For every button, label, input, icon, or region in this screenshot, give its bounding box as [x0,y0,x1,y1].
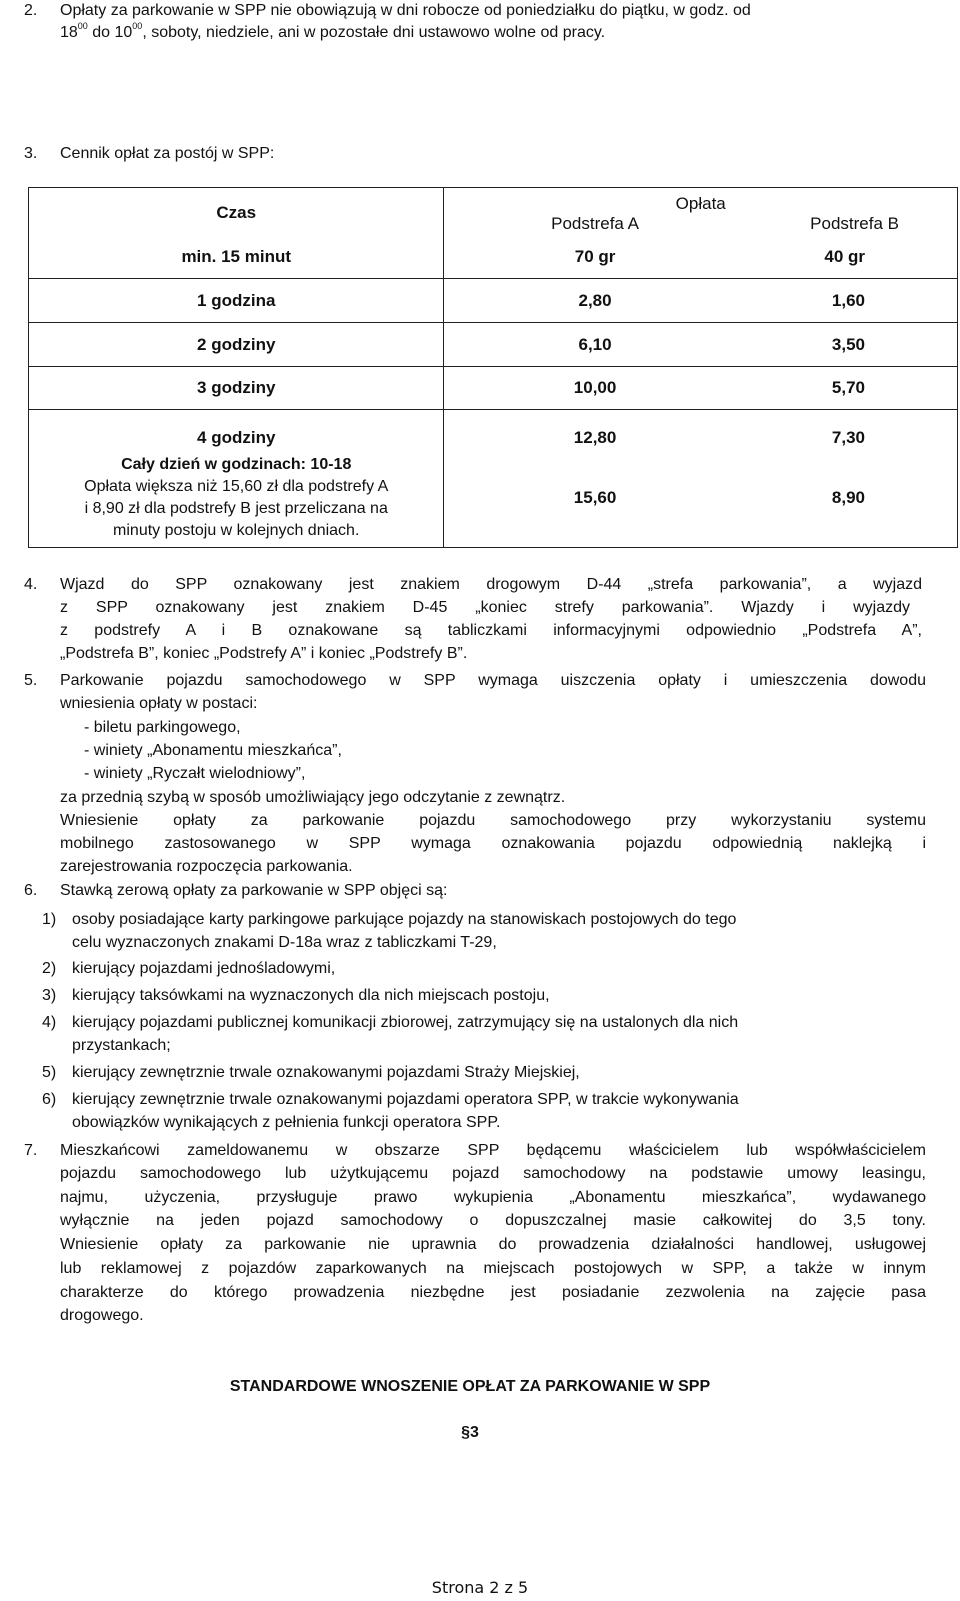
item-7-line-3: najmu, użyczenia, przysługuje prawo wykupienia „Abonamentu mieszkańca”, wydawanego [60,1189,926,1206]
item-6-sub-line: przystankach; [72,1037,171,1054]
row-czas: min. 15 minut [29,236,444,279]
item-6-number: 6. [24,882,38,899]
item-6-sub-line: celu wyznaczonych znakami D-18a wraz z tabliczkami T-29, [72,934,497,951]
item-6-sub-line: kierujący pojazdami jednośladowymi, [72,960,336,977]
item-4-number: 4. [24,576,38,593]
all-day-line-3: minuty postoju w kolejnych dniach. [113,521,360,539]
item-6-sub-line: kierujący pojazdami publicznej komunikacji zbiorowej, zatrzymujący się na ustalonych dla nich [72,1014,739,1031]
item-5-bullet-1: - biletu parkingowego, [84,719,241,736]
item-7-line-4: wyłącznie na jeden pojazd samochodowy o dopuszczalnej masie całkowitej do 3,5 tony. [60,1212,926,1229]
row-czas: 1 godzina [29,279,444,323]
item-5-number: 5. [24,672,38,689]
row-podstrefa-b: 40 gr [720,236,958,279]
item-4-line-3: z podstrefy A i B oznakowane są tabliczkami informacyjnymi odpowiednio „Podstrefa A”, [60,622,922,639]
item-7-number: 7. [24,1142,38,1159]
item-7-line-1: Mieszkańcowi zameldowanemu w obszarze SPP będącemu właścicielem lub współwłaścicielem [60,1142,926,1159]
item-6-sub-line: kierujący zewnętrznie trwale oznakowanymi pojazdami operatora SPP, w trakcie wykonywania [72,1091,739,1108]
item-7-line-8: drogowego. [60,1307,144,1324]
row-podstrefa-a: 12,80 [444,410,720,450]
all-day-title: Cały dzień w godzinach: 10-18 [121,455,352,473]
row-podstrefa-b: 7,30 [720,410,958,450]
all-day-description [29,450,444,548]
item-5-line-2: wniesienia opłaty w postaci: [60,695,258,712]
item-5-line-1: Parkowanie pojazdu samochodowego w SPP wymaga uiszczenia opłaty i umieszczenia dowodu [60,672,926,689]
all-day-line-1: Opłata większa niż 15,60 zł dla podstrefy A [84,477,389,495]
section-heading: STANDARDOWE WNOSZENIE OPŁAT ZA PARKOWANIE W SPP [229,1378,711,1395]
item-7-line-2: pojazdu samochodowego lub użytkującemu pojazd samochodowy na podstawie umowy leasingu, [60,1165,926,1182]
item-2-line-2: $18^{00}$ do $10^{00}$, soboty, niedziele, ani w pozostałe dni ustawowo wolne od pracy. [60,21,606,41]
row-podstrefa-a: 70 gr [444,236,720,279]
item-6-sub-number: 1) [42,911,57,928]
row-czas: 3 godziny [29,367,444,410]
item-6-sub-line: osoby posiadające karty parkingowe parkujące pojazdy na stanowiskach postojowych do tego [72,911,737,928]
item-6-sub-line: kierujący zewnętrznie trwale oznakowanymi pojazdami Straży Miejskiej, [72,1064,580,1081]
item-6-intro: Stawką zerową opłaty za parkowanie w SPP objęci są: [60,882,448,899]
price-table [28,187,958,548]
item-4-line-1: Wjazd do SPP oznakowany jest znakiem drogowym D-44 „strefa parkowania”, a wyjazd [60,576,922,593]
item-6-sub-number: 3) [42,987,57,1004]
page-footer: Strona 2 z 5 [431,1578,529,1597]
paragraph-sign: §3 [461,1424,479,1441]
item-6-sub-number: 4) [42,1014,57,1031]
row-czas: 2 godziny [29,323,444,367]
all-day-podstrefa-a: 15,60 [444,450,720,548]
item-6-sub-number: 6) [42,1091,57,1108]
item-4-line-2: z SPP oznakowany jest znakiem D-45 „koniec strefy parkowania”. Wjazdy i wyjazdy [60,599,910,616]
item-7-line-7: charakterze do którego prowadzenia niezbędne jest posiadanie zezwolenia na zajęcie pasa [60,1284,926,1301]
item-5-bullet-3: - winiety „Ryczałt wielodniowy”, [84,765,306,782]
row-podstrefa-b: 1,60 [720,279,958,323]
item-4-line-4: „Podstrefa B”, koniec „Podstrefy A” i koniec „Podstrefy B”. [60,645,468,662]
item-6-sub-number: 2) [42,960,57,977]
item-3-text: Cennik opłat za postój w SPP: [60,145,275,162]
all-day-podstrefa-b: 8,90 [720,450,958,548]
row-podstrefa-a: 10,00 [444,367,720,410]
row-podstrefa-a: 6,10 [444,323,720,367]
item-5-line-5: mobilnego zastosowanego w SPP wymaga oznakowania pojazdu odpowiednią naklejką i [60,835,926,852]
item-5-line-3: za przednią szybą w sposób umożliwiający jego odczytanie z zewnątrz. [60,789,566,806]
header-czas: Czas [29,188,444,236]
item-7-line-6: lub reklamowej z pojazdów zaparkowanych na miejscach postojowych w SPP, a także w innym [60,1260,926,1277]
item-5-bullet-2: - winiety „Abonamentu mieszkańca”, [84,742,342,759]
item-2-line-1: Opłaty za parkowanie w SPP nie obowiązują w dni robocze od poniedziałku do piątku, w godz. od [60,2,751,19]
item-5-line-6: zarejestrowania rozpoczęcia parkowania. [60,858,353,875]
item-6-sub-line: obowiązków wynikających z pełnienia funkcji operatora SPP. [72,1114,501,1131]
row-podstrefa-b: 3,50 [720,323,958,367]
header-podstrefa-a: Podstrefa A [444,214,720,236]
item-2-number: 2. [24,2,38,19]
header-oplata: Opłata [444,188,958,214]
item-6-sub-number: 5) [42,1064,57,1081]
row-czas: 4 godziny [29,410,444,450]
row-podstrefa-a: 2,80 [444,279,720,323]
item-3-number: 3. [24,145,38,162]
row-podstrefa-b: 5,70 [720,367,958,410]
item-5-line-4: Wniesienie opłaty za parkowanie pojazdu samochodowego przy wykorzystaniu systemu [60,812,926,829]
item-7-line-5: Wniesienie opłaty za parkowanie nie uprawnia do prowadzenia działalności handlowej, usługowej [60,1236,926,1253]
all-day-line-2: i 8,90 zł dla podstrefy B jest przeliczana na [84,499,388,517]
item-6-sub-line: kierujący taksówkami na wyznaczonych dla nich miejscach postoju, [72,987,550,1004]
header-podstrefa-b: Podstrefa B [720,214,958,236]
